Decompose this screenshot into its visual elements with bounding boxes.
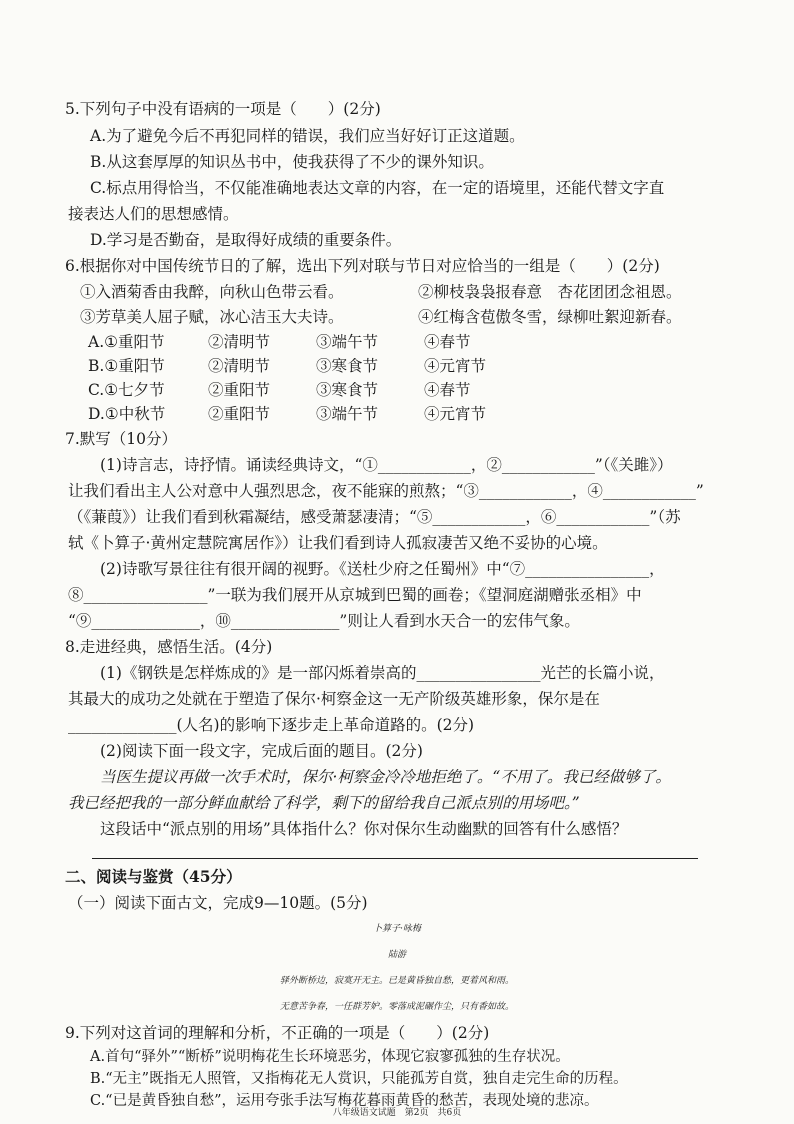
q6-option-a4: ④春节: [424, 333, 471, 351]
q7-line-1: (1)诗言志，诗抒情。诵读经典诗文，“①____________，②____________”（《关雎》）: [100, 456, 673, 474]
section-part-1: （一）阅读下面古文，完成9—10题。(5分): [68, 894, 368, 912]
q6-option-d4: ④元宵节: [424, 405, 487, 423]
q6-option-c2: ②重阳节: [208, 381, 271, 399]
q6-option-c4: ④春节: [424, 381, 471, 399]
q6-option-d1: D.①中秋节: [88, 405, 166, 423]
q7-line-3: （《蒹葭》）让我们看到秋霜凝结，感受萧瑟凄清；“⑤____________，⑥____________”（苏: [68, 508, 681, 526]
q9-stem: 9.下列对这首词的理解和分析，不正确的一项是（ ）(2分): [65, 1024, 490, 1042]
q8-question: 这段话中“派点别的用场”具体指什么？你对保尔生动幽默的回答有什么感悟？: [100, 820, 628, 838]
q6-option-a1: A.①重阳节: [88, 333, 165, 351]
q6-option-a2: ②清明节: [208, 333, 271, 351]
q6-option-b3: ③寒食节: [316, 357, 379, 375]
q6-option-b4: ④元宵节: [424, 357, 487, 375]
q6-couplet-2: ②柳枝袅袅报春意 杏花团团念祖恩。: [418, 283, 682, 301]
q5-option-a: A.为了避免今后不再犯同样的错误，我们应当好好订正这道题。: [90, 127, 525, 145]
q5-option-c: C.标点用得恰当，不仅能准确地表达文章的内容，在一定的语境里，还能代替文字直: [90, 179, 665, 197]
q6-stem: 6.根据你对中国传统节日的了解，选出下列对联与节日对应恰当的一组是（ ）(2分): [65, 257, 660, 275]
q8-line-4: (2)阅读下面一段文字，完成后面的题目。(2分): [100, 742, 423, 760]
q6-option-a3: ③端午节: [316, 333, 379, 351]
q5-option-b: B.从这套厚厚的知识丛书中，使我获得了不少的课外知识。: [90, 153, 494, 171]
q6-option-c3: ③寒食节: [316, 381, 379, 399]
poem-line-2: 无意苦争春，一任群芳妒。零落成泥碾作尘，只有香如故。: [279, 1002, 514, 1012]
q8-line-2: 其最大的成功之处就在于塑造了保尔·柯察金这一无产阶级英雄形象，保尔是在: [68, 690, 600, 708]
page-footer: 八年级语文试题 第2页 共6页: [332, 1108, 462, 1118]
q6-couplet-3: ③芳草美人屈子赋，冰心洁玉大夫诗。: [80, 308, 344, 326]
q6-option-b2: ②清明节: [208, 357, 271, 375]
poem-line-1: 驿外断桥边，寂寞开无主。已是黄昏独自愁，更着风和雨。: [279, 976, 514, 986]
q9-option-c: C.“已是黄昏独自愁”，运用夸张手法写梅花暮雨黄昏的愁苦，表现处境的悲凉。: [90, 1093, 599, 1109]
q6-option-b1: B.①重阳节: [88, 357, 165, 375]
q8-passage-1: 当医生提议再做一次手术时，保尔·柯察金冷冷地拒绝了。“不用了。我已经做够了。: [100, 768, 671, 786]
q8-line-1: (1)《钢铁是怎样炼成的》是一部闪烁着崇高的________________光芒的长篇小说，: [100, 664, 665, 682]
poem-author: 陆游: [387, 950, 406, 960]
q6-couplet-1: ①入酒菊香由我醉，向秋山色带云看。: [80, 283, 344, 301]
poem-title: 卜算子·咏梅: [373, 924, 421, 934]
q7-line-6: ⑧________________”一联为我们展开从京城到巴蜀的画卷；《望洞庭湖赠张丞相》中: [68, 586, 642, 604]
q6-option-d3: ③端午节: [316, 405, 379, 423]
q8-stem: 8.走进经典，感悟生活。(4分): [65, 638, 273, 656]
q6-couplet-4: ④红梅含苞傲冬雪，绿柳吐絮迎新春。: [418, 308, 682, 326]
q7-line-5: (2)诗歌写景往往有很开阔的视野。《送杜少府之任蜀州》中“⑦________________，: [100, 560, 665, 578]
answer-line: [92, 858, 698, 859]
q6-option-c1: C.①七夕节: [88, 381, 165, 399]
q9-option-b: B.“无主”既指无人照管，又指梅花无人赏识，只能孤芳自赏，独自走完生命的历程。: [90, 1071, 628, 1087]
q8-line-3: ______________(人名)的影响下逐步走上革命道路的。(2分): [68, 716, 475, 734]
q9-option-a: A.首句“驿外”“断桥”说明梅花生长环境恶劣，体现它寂寥孤独的生存状况。: [90, 1049, 570, 1065]
q7-line-4: 轼《卜算子·黄州定慧院寓居作》）让我们看到诗人孤寂凄苦又绝不妥协的心境。: [68, 534, 608, 552]
q8-passage-2: 我已经把我的一部分鲜血献给了科学，剩下的留给我自己派点别的用场吧。”: [68, 794, 580, 812]
q5-option-c-cont: 接表达人们的思想感情。: [68, 205, 239, 223]
q7-line-2: 让我们看出主人公对意中人强烈思念，夜不能寐的煎熬；“③____________，④____________”: [68, 482, 704, 500]
q7-line-7: “⑨______________，⑩______________”则让人看到水天合一的宏伟气象。: [68, 612, 580, 630]
q5-option-d: D.学习是否勤奋，是取得好成绩的重要条件。: [90, 231, 402, 249]
section-title: 二、阅读与鉴赏（45分）: [65, 867, 242, 886]
q7-stem: 7.默写（10分）: [65, 430, 178, 448]
q5-stem: 5.下列句子中没有语病的一项是（ ）(2分): [65, 100, 381, 118]
q6-option-d2: ②重阳节: [208, 405, 271, 423]
